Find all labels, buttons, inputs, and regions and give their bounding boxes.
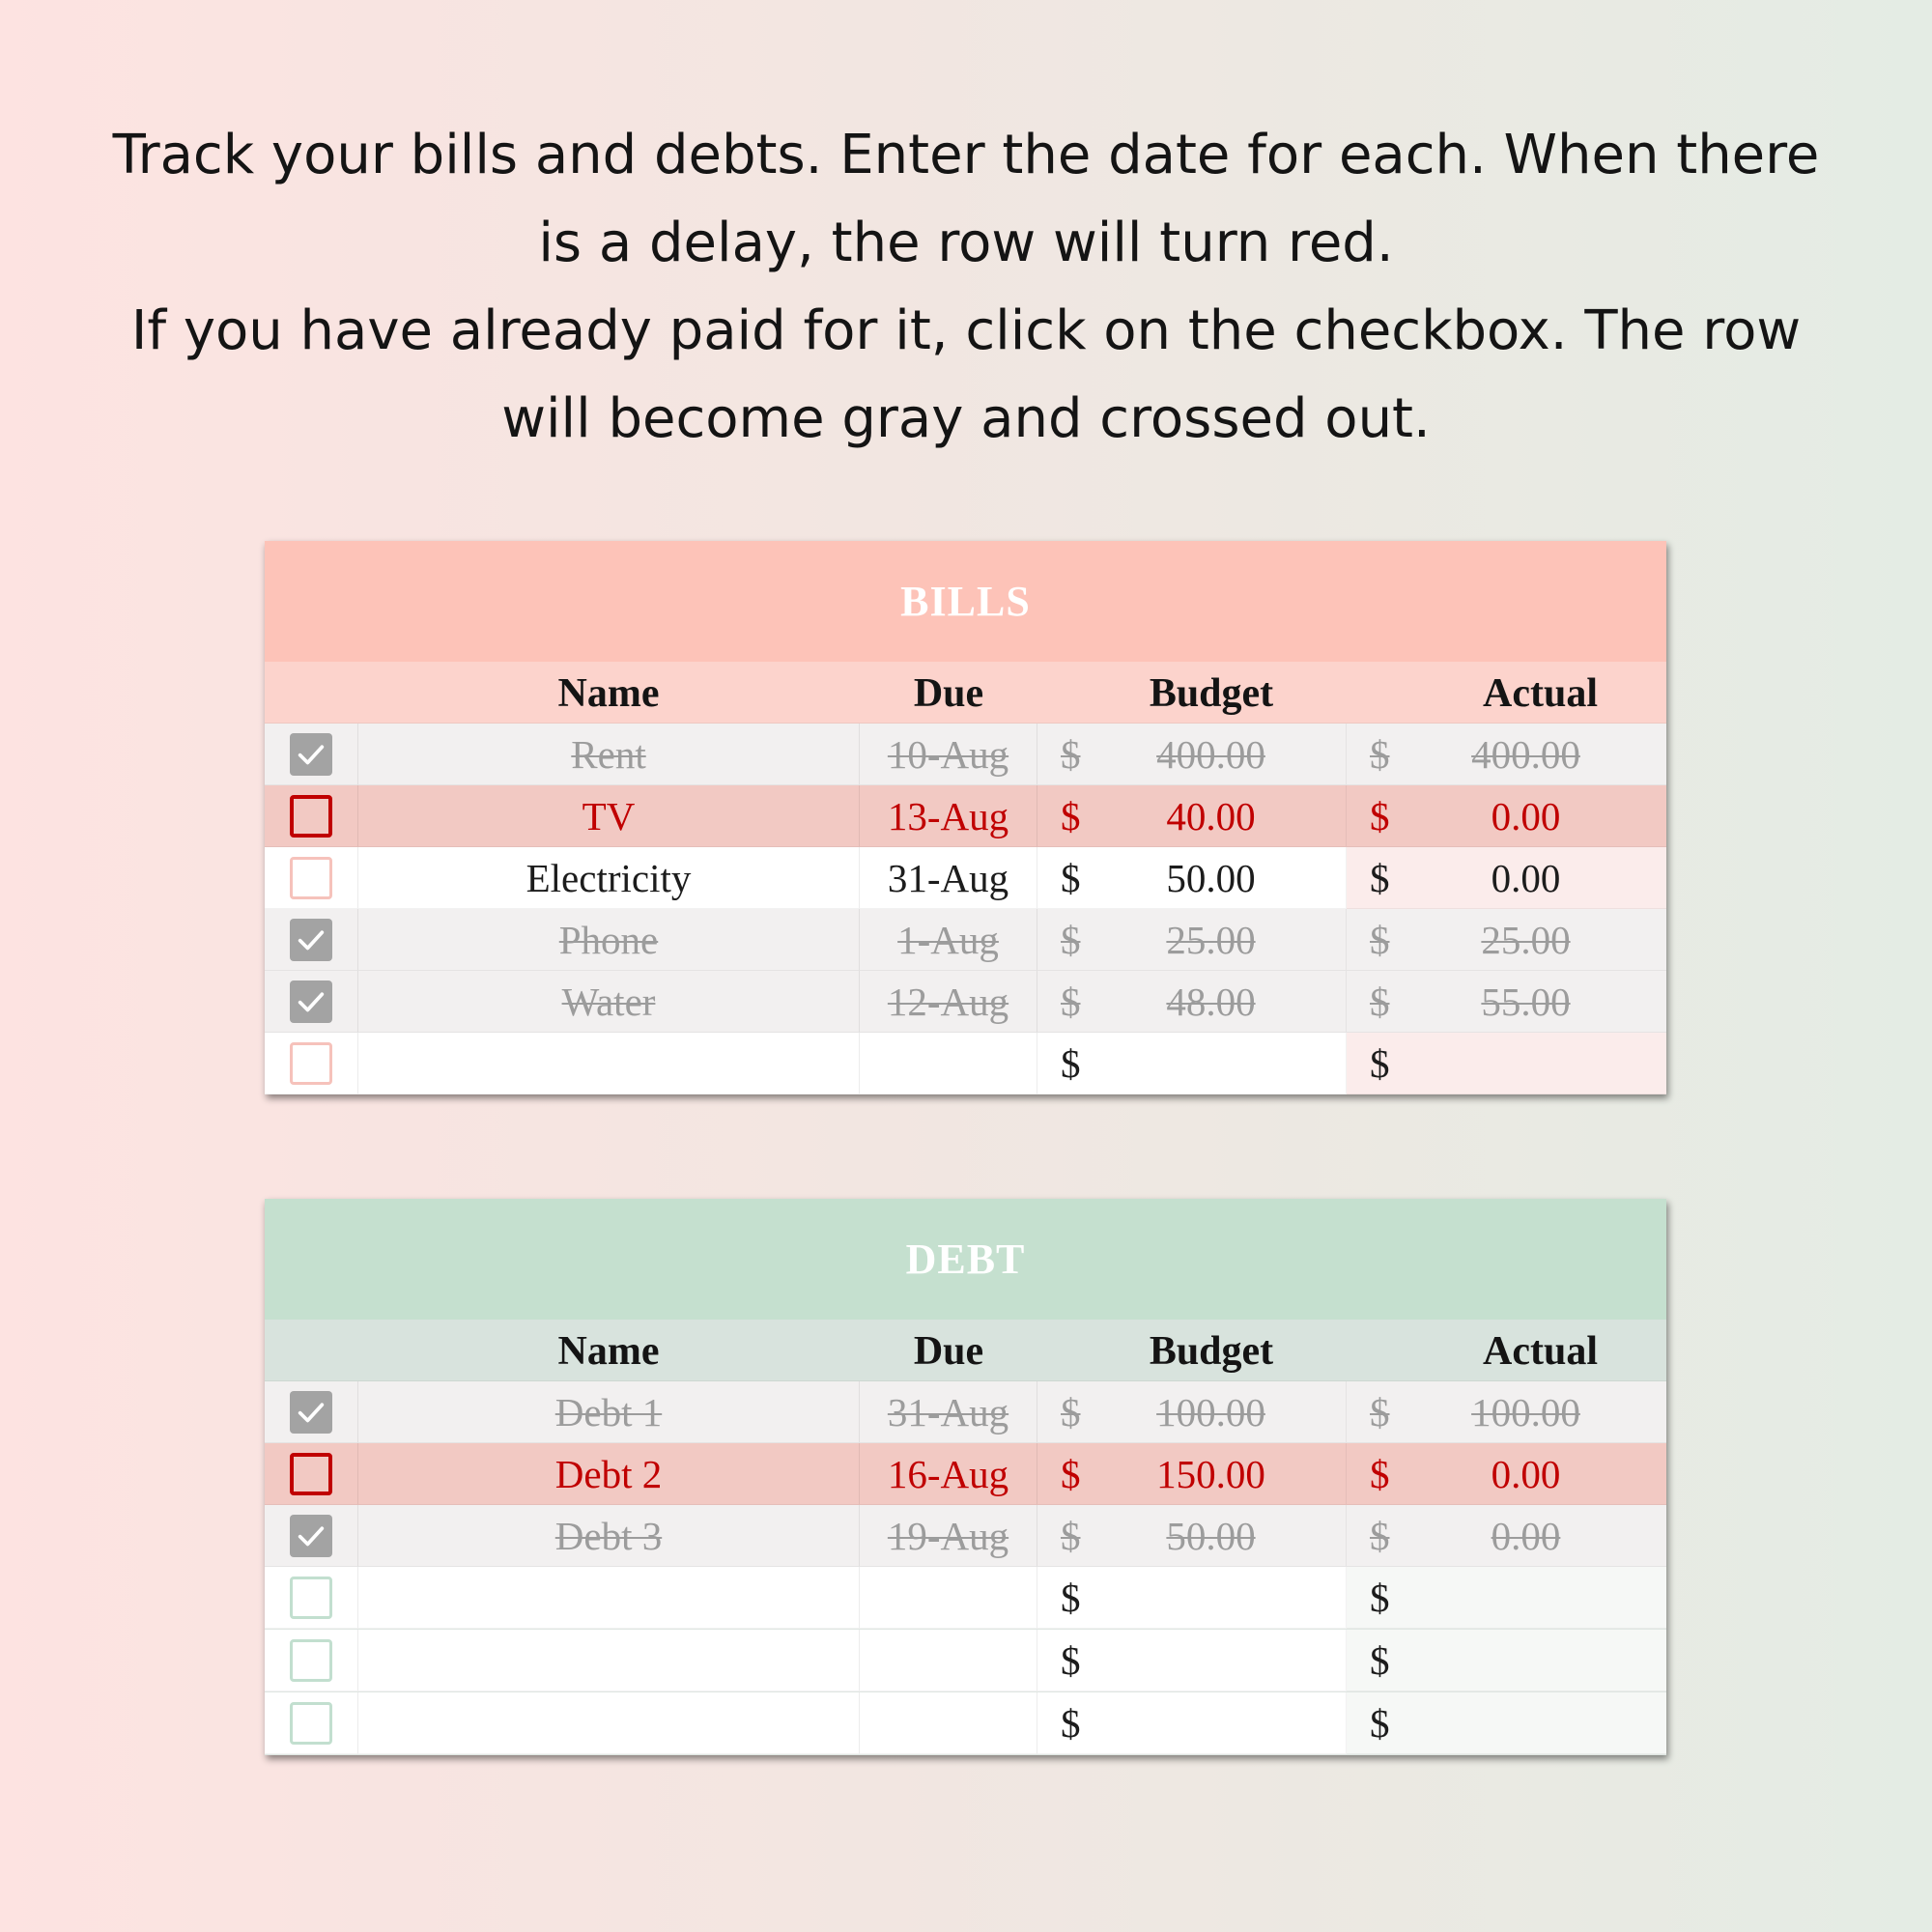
budget-amount-wrap bbox=[1037, 785, 1346, 847]
name-value: TV bbox=[582, 794, 636, 838]
instructions bbox=[97, 111, 1835, 463]
actual-value: 0.00 bbox=[1491, 794, 1561, 838]
checkbox-cell bbox=[265, 724, 357, 785]
actual-amount-wrap bbox=[1347, 971, 1666, 1033]
checkbox-cell bbox=[265, 1505, 357, 1567]
checkbox-cell bbox=[265, 1630, 357, 1691]
due-cell[interactable] bbox=[860, 1567, 1037, 1629]
budget-cell[interactable] bbox=[1037, 785, 1347, 847]
table-row bbox=[265, 1033, 1666, 1094]
budget-value: 25.00 bbox=[1166, 918, 1256, 962]
budget-amount-wrap bbox=[1037, 1505, 1346, 1567]
budget-column-header: Budget bbox=[1149, 1329, 1274, 1374]
checkbox-column-header bbox=[265, 1320, 357, 1381]
currency-symbol: $ bbox=[1370, 794, 1390, 838]
budget-cell[interactable] bbox=[1037, 1567, 1347, 1629]
due-cell[interactable] bbox=[860, 1505, 1037, 1567]
checkbox-cell bbox=[265, 1033, 357, 1094]
actual-cell[interactable] bbox=[1347, 1443, 1666, 1505]
budget-cell[interactable] bbox=[1037, 1443, 1347, 1505]
due-cell[interactable] bbox=[860, 724, 1037, 785]
currency-symbol: $ bbox=[1370, 1576, 1390, 1620]
empty-checkbox-icon[interactable] bbox=[290, 1577, 332, 1619]
name-cell[interactable] bbox=[357, 1567, 860, 1629]
due-cell[interactable] bbox=[860, 785, 1037, 847]
due-value: 12-Aug bbox=[887, 980, 1009, 1024]
table-row bbox=[265, 847, 1666, 909]
checkbox-cell bbox=[265, 1443, 357, 1505]
checkmark-icon[interactable] bbox=[290, 733, 332, 776]
name-value: Debt 2 bbox=[554, 1452, 663, 1496]
table-row bbox=[265, 971, 1666, 1033]
budget-amount-wrap bbox=[1037, 1443, 1346, 1505]
budget-amount-wrap bbox=[1037, 847, 1346, 909]
checkbox-cell bbox=[265, 971, 357, 1033]
checkbox-cell bbox=[265, 1692, 357, 1754]
due-cell[interactable] bbox=[860, 909, 1037, 971]
budget-cell[interactable] bbox=[1037, 1505, 1347, 1567]
currency-symbol: $ bbox=[1370, 1514, 1390, 1558]
budget-cell[interactable] bbox=[1037, 847, 1347, 909]
due-value: 31-Aug bbox=[887, 1390, 1009, 1435]
actual-amount-wrap bbox=[1347, 1381, 1666, 1443]
table-row bbox=[265, 1567, 1666, 1630]
budget-value: 400.00 bbox=[1156, 732, 1265, 777]
actual-cell[interactable] bbox=[1347, 785, 1666, 847]
due-cell[interactable] bbox=[860, 847, 1037, 909]
checkbox-cell bbox=[265, 1567, 357, 1629]
name-value: Debt 1 bbox=[554, 1390, 663, 1435]
currency-symbol: $ bbox=[1061, 918, 1081, 962]
budget-value: 48.00 bbox=[1166, 980, 1256, 1024]
debt-header-row bbox=[265, 1320, 1666, 1381]
checkmark-icon[interactable] bbox=[290, 980, 332, 1023]
table-row bbox=[265, 1381, 1666, 1443]
name-cell[interactable] bbox=[357, 785, 860, 847]
actual-amount-wrap bbox=[1347, 1505, 1666, 1567]
currency-symbol: $ bbox=[1370, 980, 1390, 1024]
debt-rows bbox=[265, 1381, 1666, 1755]
due-cell[interactable] bbox=[860, 1692, 1037, 1754]
name-cell[interactable] bbox=[357, 1381, 860, 1443]
currency-symbol: $ bbox=[1370, 1041, 1390, 1086]
budget-cell[interactable] bbox=[1037, 1381, 1347, 1443]
table-row bbox=[265, 909, 1666, 971]
budget-cell[interactable] bbox=[1037, 1033, 1347, 1094]
name-cell[interactable] bbox=[357, 1033, 860, 1094]
currency-symbol: $ bbox=[1370, 1638, 1390, 1683]
checkbox-cell bbox=[265, 785, 357, 847]
budget-amount-wrap bbox=[1037, 1381, 1346, 1443]
table-row bbox=[265, 1505, 1666, 1567]
actual-value: 0.00 bbox=[1491, 1452, 1561, 1496]
budget-value: 100.00 bbox=[1156, 1390, 1265, 1435]
name-cell[interactable] bbox=[357, 724, 860, 785]
due-column-header: Due bbox=[860, 662, 1037, 724]
instructions-line-2: If you have already paid for it, click on the checkbox. The row will become gray and crossed out. bbox=[130, 299, 1802, 450]
actual-cell[interactable] bbox=[1347, 847, 1666, 909]
due-cell[interactable] bbox=[860, 1443, 1037, 1505]
currency-symbol: $ bbox=[1061, 1452, 1081, 1496]
budget-cell[interactable] bbox=[1037, 1692, 1347, 1754]
name-cell[interactable] bbox=[357, 847, 860, 909]
checkmark-icon[interactable] bbox=[290, 919, 332, 961]
due-value: 10-Aug bbox=[887, 732, 1009, 777]
empty-checkbox-icon[interactable] bbox=[290, 1639, 332, 1682]
actual-value: 0.00 bbox=[1491, 1514, 1561, 1558]
table-row bbox=[265, 1692, 1666, 1755]
due-value: 31-Aug bbox=[887, 856, 1009, 900]
actual-cell[interactable] bbox=[1347, 1505, 1666, 1567]
empty-checkbox-icon[interactable] bbox=[290, 1702, 332, 1745]
currency-symbol: $ bbox=[1061, 1514, 1081, 1558]
debt-table bbox=[265, 1199, 1666, 1755]
currency-symbol: $ bbox=[1370, 918, 1390, 962]
due-value: 13-Aug bbox=[887, 794, 1009, 838]
name-value: Phone bbox=[558, 918, 659, 962]
name-cell[interactable] bbox=[357, 909, 860, 971]
budget-amount-wrap bbox=[1037, 909, 1346, 971]
budget-value: 150.00 bbox=[1156, 1452, 1265, 1496]
bills-header-row bbox=[265, 662, 1666, 724]
name-cell[interactable] bbox=[357, 1630, 860, 1691]
due-cell[interactable] bbox=[860, 1630, 1037, 1691]
name-cell[interactable] bbox=[357, 1505, 860, 1567]
actual-value: 55.00 bbox=[1481, 980, 1571, 1024]
actual-amount-wrap bbox=[1347, 847, 1666, 909]
currency-symbol: $ bbox=[1370, 1390, 1390, 1435]
checkbox-cell bbox=[265, 1381, 357, 1443]
checkmark-icon[interactable] bbox=[290, 1515, 332, 1557]
actual-value: 25.00 bbox=[1481, 918, 1571, 962]
name-value: Rent bbox=[571, 732, 646, 777]
currency-symbol: $ bbox=[1061, 794, 1081, 838]
due-cell[interactable] bbox=[860, 971, 1037, 1033]
checkbox-column-header bbox=[265, 662, 357, 724]
name-value: Debt 3 bbox=[554, 1514, 663, 1558]
due-value: 1-Aug bbox=[897, 918, 999, 962]
name-value: Electricity bbox=[526, 856, 692, 900]
table-row bbox=[265, 1630, 1666, 1692]
actual-column-header: Actual bbox=[1483, 671, 1598, 716]
currency-symbol: $ bbox=[1370, 1452, 1390, 1496]
currency-symbol: $ bbox=[1061, 980, 1081, 1024]
actual-value: 0.00 bbox=[1491, 856, 1561, 900]
empty-checkbox-icon[interactable] bbox=[290, 1453, 332, 1495]
budget-cell[interactable] bbox=[1037, 1630, 1347, 1691]
actual-cell[interactable] bbox=[1347, 971, 1666, 1033]
budget-amount-wrap bbox=[1037, 971, 1346, 1033]
instructions-line-1: Track your bills and debts. Enter the date for each. When there is a delay, the row will turn red. bbox=[112, 124, 1820, 274]
empty-checkbox-icon[interactable] bbox=[290, 1042, 332, 1085]
actual-cell[interactable] bbox=[1347, 1630, 1666, 1691]
checkbox-cell bbox=[265, 847, 357, 909]
actual-column-header: Actual bbox=[1483, 1329, 1598, 1374]
bills-title: BILLS bbox=[265, 541, 1666, 662]
currency-symbol: $ bbox=[1061, 856, 1081, 900]
budget-value: 50.00 bbox=[1166, 856, 1256, 900]
currency-symbol: $ bbox=[1061, 1576, 1081, 1620]
name-column-header: Name bbox=[357, 662, 860, 724]
currency-symbol: $ bbox=[1370, 856, 1390, 900]
actual-cell[interactable] bbox=[1347, 909, 1666, 971]
empty-checkbox-icon[interactable] bbox=[290, 857, 332, 899]
budget-cell[interactable] bbox=[1037, 971, 1347, 1033]
actual-amount-wrap bbox=[1347, 1443, 1666, 1505]
due-cell[interactable] bbox=[860, 1033, 1037, 1094]
budget-column-header: Budget bbox=[1149, 671, 1274, 716]
currency-symbol: $ bbox=[1061, 732, 1081, 777]
table-row bbox=[265, 1443, 1666, 1505]
debt-title: DEBT bbox=[265, 1199, 1666, 1320]
actual-value: 400.00 bbox=[1471, 732, 1580, 777]
name-value: Water bbox=[561, 980, 656, 1024]
due-cell[interactable] bbox=[860, 1381, 1037, 1443]
name-cell[interactable] bbox=[357, 971, 860, 1033]
table-row bbox=[265, 724, 1666, 785]
checkbox-cell bbox=[265, 909, 357, 971]
budget-amount-wrap bbox=[1037, 724, 1346, 785]
budget-cell[interactable] bbox=[1037, 724, 1347, 785]
due-value: 19-Aug bbox=[887, 1514, 1009, 1558]
currency-symbol: $ bbox=[1061, 1390, 1081, 1435]
actual-cell[interactable] bbox=[1347, 1692, 1666, 1754]
actual-cell[interactable] bbox=[1347, 1567, 1666, 1629]
actual-value: 100.00 bbox=[1471, 1390, 1580, 1435]
actual-amount-wrap bbox=[1347, 724, 1666, 785]
actual-cell[interactable] bbox=[1347, 724, 1666, 785]
empty-checkbox-icon[interactable] bbox=[290, 795, 332, 838]
actual-amount-wrap bbox=[1347, 909, 1666, 971]
currency-symbol: $ bbox=[1061, 1701, 1081, 1746]
budget-cell[interactable] bbox=[1037, 909, 1347, 971]
due-value: 16-Aug bbox=[887, 1452, 1009, 1496]
currency-symbol: $ bbox=[1061, 1638, 1081, 1683]
actual-amount-wrap bbox=[1347, 785, 1666, 847]
due-column-header: Due bbox=[860, 1320, 1037, 1381]
budget-value: 50.00 bbox=[1166, 1514, 1256, 1558]
name-cell[interactable] bbox=[357, 1692, 860, 1754]
bills-rows bbox=[265, 724, 1666, 1094]
currency-symbol: $ bbox=[1370, 732, 1390, 777]
budget-value: 40.00 bbox=[1166, 794, 1256, 838]
bills-table bbox=[265, 541, 1666, 1094]
actual-cell[interactable] bbox=[1347, 1381, 1666, 1443]
name-cell[interactable] bbox=[357, 1443, 860, 1505]
table-row bbox=[265, 785, 1666, 847]
currency-symbol: $ bbox=[1061, 1041, 1081, 1086]
checkmark-icon[interactable] bbox=[290, 1391, 332, 1434]
name-column-header: Name bbox=[357, 1320, 860, 1381]
actual-cell[interactable] bbox=[1347, 1033, 1666, 1094]
currency-symbol: $ bbox=[1370, 1701, 1390, 1746]
